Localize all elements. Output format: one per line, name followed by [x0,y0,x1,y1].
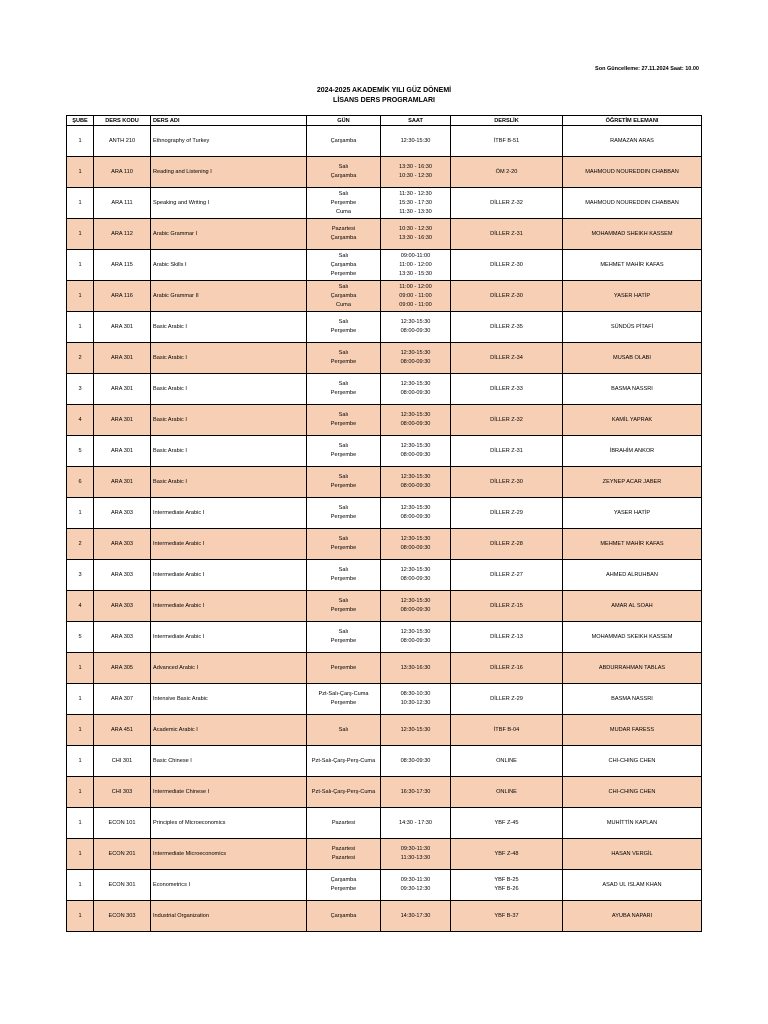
table-row [67,684,702,715]
cell-day: Pazartesi [307,808,381,839]
schedule-table [66,115,702,932]
table-body [67,126,702,932]
table-row [67,715,702,746]
cell-sube: 1 [67,684,94,715]
cell-day: Pazartesi Pazartesi [307,839,381,870]
cell-teacher: MUHİTTİN KAPLAN [563,808,702,839]
cell-name: Econometrics I [151,870,307,901]
cell-room: YBF B-37 [451,901,563,932]
cell-time: 09:30-11:30 11:30-13:30 [381,839,451,870]
cell-name: Basic Arabic I [151,374,307,405]
cell-time: 12:30-15:30 08:00-09:30 [381,591,451,622]
cell-code: ARA 301 [94,405,151,436]
cell-time: 13:30 - 16:30 10:30 - 12:30 [381,157,451,188]
cell-name: Basic Arabic I [151,343,307,374]
table-header [67,116,702,126]
cell-code: ARA 115 [94,250,151,281]
cell-day: Pzt-Salı-Çarş-Perş-Cuma [307,777,381,808]
table-row [67,839,702,870]
cell-teacher: ZEYNEP ACAR JABER [563,467,702,498]
table-row [67,653,702,684]
cell-day: Salı Perşembe [307,405,381,436]
cell-name: Principles of Microeconomics [151,808,307,839]
cell-teacher: RAMAZAN ARAS [563,126,702,157]
cell-sube: 1 [67,715,94,746]
cell-code: ARA 305 [94,653,151,684]
cell-room: DİLLER Z-29 [451,684,563,715]
cell-time: 08:30-10:30 10:30-12:30 [381,684,451,715]
cell-name: Basic Arabic I [151,405,307,436]
header-name: DERS ADI [151,116,307,126]
cell-sube: 1 [67,219,94,250]
cell-day: Salı Çarşamba [307,157,381,188]
cell-room: ONLINE [451,746,563,777]
table-row [67,219,702,250]
cell-teacher: AMAR AL SOAH [563,591,702,622]
cell-name: Intermediate Arabic I [151,591,307,622]
cell-room: DİLLER Z-33 [451,374,563,405]
cell-sube: 6 [67,467,94,498]
cell-day: Salı [307,715,381,746]
cell-sube: 2 [67,343,94,374]
last-updated: Son Güncelleme: 27.11.2024 Saat: 10.00 [595,66,699,72]
cell-name: Basic Arabic I [151,436,307,467]
cell-teacher: CHI-CHING CHEN [563,777,702,808]
header-time: SAAT [381,116,451,126]
cell-room: DİLLER Z-32 [451,405,563,436]
cell-day: Salı Perşembe [307,467,381,498]
cell-day: Salı Çarşamba Cuma [307,281,381,312]
cell-name: Basic Arabic I [151,467,307,498]
cell-code: ARA 112 [94,219,151,250]
table-row [67,467,702,498]
cell-room: DİLLER Z-31 [451,436,563,467]
cell-sube: 5 [67,622,94,653]
page-title: 2024-2025 AKADEMİK YILI GÜZ DÖNEMİ [316,87,452,94]
cell-code: CHI 303 [94,777,151,808]
cell-room: DİLLER Z-30 [451,250,563,281]
cell-name: Reading and Listening I [151,157,307,188]
cell-time: 11:00 - 12:00 09:00 - 11:00 09:00 - 11:00 [381,281,451,312]
cell-day: Salı Perşembe [307,591,381,622]
cell-code: ARA 116 [94,281,151,312]
cell-day: Çarşamba Perşembe [307,870,381,901]
cell-time: 12:30-15:30 [381,715,451,746]
cell-sube: 1 [67,498,94,529]
cell-teacher: YASER HATİP [563,498,702,529]
table-row [67,250,702,281]
cell-name: Intermediate Microeconomics [151,839,307,870]
cell-name: Intermediate Arabic I [151,498,307,529]
cell-room: DİLLER Z-32 [451,188,563,219]
cell-day: Perşembe [307,653,381,684]
cell-day: Pazartesi Çarşamba [307,219,381,250]
cell-name: Basic Chinese I [151,746,307,777]
cell-name: Intensive Basic Arabic [151,684,307,715]
cell-name: Intermediate Arabic I [151,529,307,560]
cell-teacher: HASAN VERGİL [563,839,702,870]
table-row [67,777,702,808]
cell-code: ECON 303 [94,901,151,932]
cell-time: 11:30 - 12:30 15:30 - 17:30 11:30 - 13:30 [381,188,451,219]
cell-sube: 1 [67,281,94,312]
cell-code: ARA 303 [94,560,151,591]
cell-code: ARA 301 [94,467,151,498]
cell-sube: 1 [67,653,94,684]
cell-time: 12:30-15:30 08:00-09:30 [381,622,451,653]
cell-sube: 1 [67,188,94,219]
table-row [67,436,702,467]
cell-day: Salı Perşembe [307,529,381,560]
cell-room: DİLLER Z-15 [451,591,563,622]
cell-code: ARA 303 [94,591,151,622]
cell-room: DİLLER Z-13 [451,622,563,653]
cell-teacher: MUDAR FARESS [563,715,702,746]
cell-day: Salı Perşembe [307,436,381,467]
cell-code: ARA 111 [94,188,151,219]
cell-room: DİLLER Z-27 [451,560,563,591]
cell-room: DİLLER Z-30 [451,281,563,312]
cell-teacher: MUSAB OLABI [563,343,702,374]
cell-time: 12:30-15:30 08:00-09:30 [381,374,451,405]
cell-time: 08:30-09:30 [381,746,451,777]
cell-name: Industrial Organization [151,901,307,932]
cell-time: 10:30 - 12:30 13:30 - 16:30 [381,219,451,250]
cell-room: İTBF B-51 [451,126,563,157]
cell-time: 14:30-17:30 [381,901,451,932]
cell-teacher: BASMA NASSRI [563,374,702,405]
cell-time: 09:00-11:00 11:00 - 12:00 13:30 - 15:30 [381,250,451,281]
cell-sube: 1 [67,777,94,808]
cell-teacher: BASMA NASSRI [563,684,702,715]
table-row [67,808,702,839]
cell-code: ECON 301 [94,870,151,901]
cell-day: Çarşamba [307,126,381,157]
cell-code: ANTH 210 [94,126,151,157]
cell-day: Salı Perşembe [307,374,381,405]
table-row [67,126,702,157]
cell-sube: 1 [67,808,94,839]
table-row [67,374,702,405]
header-code: DERS KODU [94,116,151,126]
cell-teacher: ABDURRAHMAN TABLAS [563,653,702,684]
cell-sube: 4 [67,591,94,622]
cell-time: 12:30-15:30 08:00-09:30 [381,436,451,467]
cell-day: Çarşamba [307,901,381,932]
cell-room: DİLLER Z-34 [451,343,563,374]
cell-room: YBF B-25 YBF B-26 [451,870,563,901]
cell-code: ARA 303 [94,622,151,653]
cell-sube: 1 [67,901,94,932]
cell-code: ARA 301 [94,343,151,374]
cell-sube: 1 [67,250,94,281]
cell-time: 12:30-15:30 08:00-09:30 [381,498,451,529]
cell-day: Salı Perşembe [307,343,381,374]
cell-name: Arabic Grammar II [151,281,307,312]
cell-name: Arabic Grammar I [151,219,307,250]
cell-day: Pzt-Salı-Çarş-Perş-Cuma [307,746,381,777]
cell-teacher: MOHAMMAD SHEIKH KASSEM [563,219,702,250]
table-row [67,746,702,777]
cell-code: ARA 451 [94,715,151,746]
cell-room: İTBF B-04 [451,715,563,746]
cell-time: 14:30 - 17:30 [381,808,451,839]
cell-sube: 1 [67,839,94,870]
cell-room: ÖM 2-20 [451,157,563,188]
cell-code: ARA 303 [94,529,151,560]
cell-sube: 4 [67,405,94,436]
cell-name: Basic Arabic I [151,312,307,343]
header-day: GÜN [307,116,381,126]
cell-teacher: CHI-CHING CHEN [563,746,702,777]
table-row [67,312,702,343]
cell-room: DİLLER Z-30 [451,467,563,498]
cell-teacher: MEHMET MAHİR KAFAS [563,529,702,560]
cell-time: 09:30-11:30 09:30-12:30 [381,870,451,901]
cell-teacher: KAMİL YAPRAK [563,405,702,436]
cell-sube: 1 [67,746,94,777]
cell-time: 12:30-15:30 08:00-09:30 [381,343,451,374]
cell-code: ARA 301 [94,374,151,405]
cell-name: Advanced Arabic I [151,653,307,684]
cell-day: Salı Perşembe [307,312,381,343]
cell-day: Salı Perşembe [307,498,381,529]
cell-code: ARA 110 [94,157,151,188]
cell-time: 12:30-15:30 08:00-09:30 [381,560,451,591]
cell-day: Salı Perşembe Cuma [307,188,381,219]
cell-sube: 1 [67,126,94,157]
table-row [67,529,702,560]
table-row [67,622,702,653]
cell-time: 12:30-15:30 08:00-09:30 [381,405,451,436]
table-row [67,591,702,622]
cell-room: ONLINE [451,777,563,808]
cell-day: Pzt-Salı-Çarş-Cuma Perşembe [307,684,381,715]
cell-name: Intermediate Chinese I [151,777,307,808]
table-row [67,870,702,901]
cell-room: DİLLER Z-31 [451,219,563,250]
cell-name: Intermediate Arabic I [151,622,307,653]
cell-name: Ethnography of Turkey [151,126,307,157]
cell-name: Academic Arabic I [151,715,307,746]
cell-name: Intermediate Arabic I [151,560,307,591]
cell-room: YBF Z-48 [451,839,563,870]
cell-name: Speaking and Writing I [151,188,307,219]
cell-time: 12:30-15:30 [381,126,451,157]
table-row [67,498,702,529]
table-row [67,188,702,219]
cell-teacher: MOHAMMAD SKEIKH KASSEM [563,622,702,653]
header-room: DERSLİK [451,116,563,126]
cell-time: 13:30-16:30 [381,653,451,684]
table-row [67,343,702,374]
table-row [67,560,702,591]
cell-code: ECON 101 [94,808,151,839]
cell-code: ARA 301 [94,436,151,467]
cell-code: ECON 201 [94,839,151,870]
table-row [67,901,702,932]
cell-code: ARA 301 [94,312,151,343]
cell-sube: 1 [67,312,94,343]
cell-teacher: MAHMOUD NOUREDDIN CHABBAN [563,157,702,188]
cell-teacher: YASER HATİP [563,281,702,312]
cell-teacher: ASAD UL ISLAM KHAN [563,870,702,901]
cell-teacher: İBRAHİM ANKOR [563,436,702,467]
table-row [67,405,702,436]
cell-code: CHI 301 [94,746,151,777]
cell-teacher: AHMED ALRUHBAN [563,560,702,591]
page-subtitle: LİSANS DERS PROGRAMLARI [333,97,435,104]
cell-sube: 1 [67,157,94,188]
cell-day: Salı Çarşamba Perşembe [307,250,381,281]
cell-room: DİLLER Z-35 [451,312,563,343]
cell-day: Salı Perşembe [307,622,381,653]
cell-sube: 5 [67,436,94,467]
cell-name: Arabic Skills I [151,250,307,281]
cell-time: 12:30-15:30 08:00-09:30 [381,467,451,498]
cell-time: 12:30-15:30 08:00-09:30 [381,312,451,343]
cell-teacher: MAHMOUD NOUREDDIN CHABBAN [563,188,702,219]
cell-sube: 3 [67,560,94,591]
cell-teacher: AYUBA NAPARI [563,901,702,932]
table-row [67,281,702,312]
cell-time: 12:30-15:30 08:00-09:30 [381,529,451,560]
cell-time: 16:30-17:30 [381,777,451,808]
cell-code: ARA 303 [94,498,151,529]
cell-teacher: SÜNDÜS PİTAFİ [563,312,702,343]
header-sube: ŞUBE [67,116,94,126]
cell-sube: 1 [67,870,94,901]
cell-room: YBF Z-45 [451,808,563,839]
cell-sube: 2 [67,529,94,560]
cell-teacher: MEHMET MAHİR KAFAS [563,250,702,281]
cell-day: Salı Perşembe [307,560,381,591]
cell-code: ARA 307 [94,684,151,715]
cell-room: DİLLER Z-16 [451,653,563,684]
cell-room: DİLLER Z-28 [451,529,563,560]
header-teacher: ÖĞRETİM ELEMANI [563,116,702,126]
cell-sube: 3 [67,374,94,405]
cell-room: DİLLER Z-29 [451,498,563,529]
table-row [67,157,702,188]
